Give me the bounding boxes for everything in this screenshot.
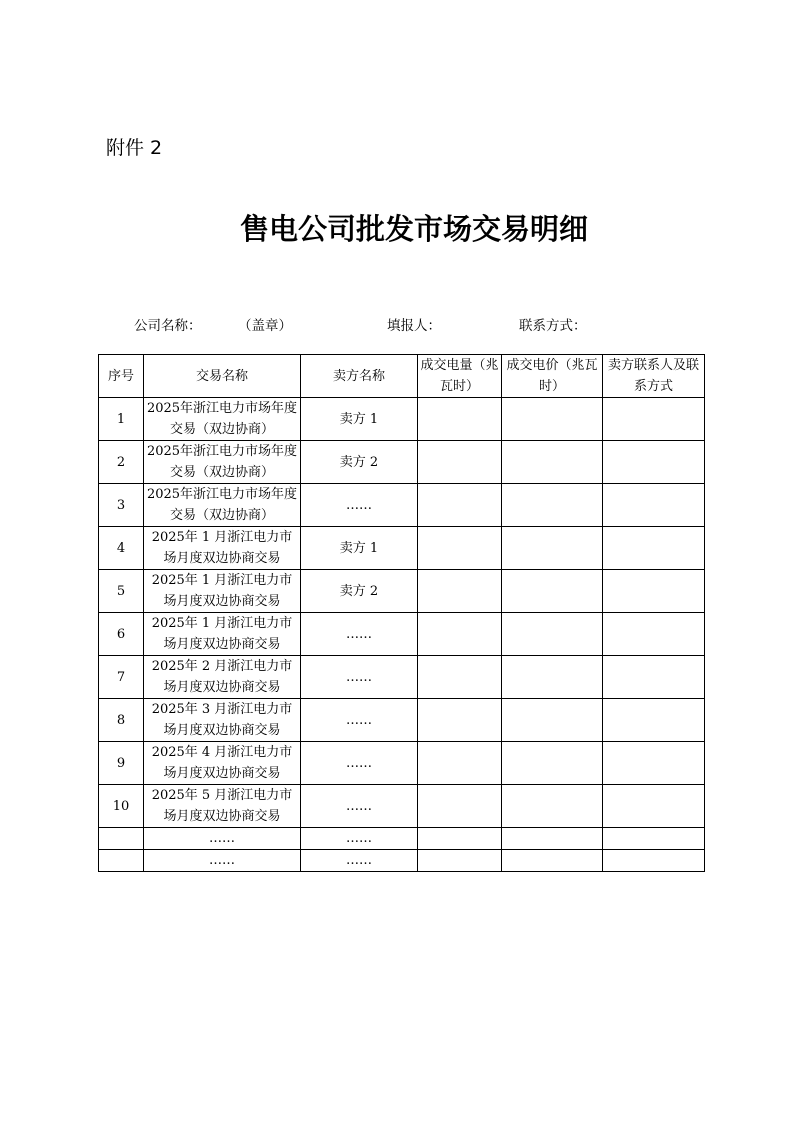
header-no: 序号	[99, 355, 144, 398]
row-seller-contact	[603, 398, 705, 441]
contact-label: 联系方式：	[519, 318, 587, 334]
table-row	[99, 398, 705, 441]
row-price	[502, 742, 603, 785]
row-seller-contact	[603, 570, 705, 613]
row-trade-name: 2025年 3 月浙江电力市场月度双边协商交易	[144, 699, 301, 742]
row-trade-name: ……	[144, 850, 301, 872]
row-seller-name: ……	[301, 828, 418, 850]
row-no: 3	[99, 484, 144, 527]
row-price	[502, 484, 603, 527]
row-seller-contact	[603, 785, 705, 828]
row-no: 8	[99, 699, 144, 742]
row-seller-name: 卖方 1	[301, 398, 418, 441]
row-volume	[418, 742, 502, 785]
row-seller-contact	[603, 850, 705, 872]
table-row	[99, 441, 705, 484]
row-no: 9	[99, 742, 144, 785]
header-volume: 成交电量（兆瓦时）	[418, 355, 502, 398]
row-seller-name: ……	[301, 484, 418, 527]
row-trade-name: 2025年 5 月浙江电力市场月度双边协商交易	[144, 785, 301, 828]
table-row	[99, 484, 705, 527]
row-seller-contact	[603, 613, 705, 656]
row-trade-name: 2025年浙江电力市场年度交易（双边协商）	[144, 484, 301, 527]
row-no: 7	[99, 656, 144, 699]
row-seller-contact	[603, 742, 705, 785]
row-seller-name: ……	[301, 742, 418, 785]
row-volume	[418, 570, 502, 613]
row-price	[502, 699, 603, 742]
row-price	[502, 613, 603, 656]
row-volume	[418, 699, 502, 742]
row-seller-contact	[603, 441, 705, 484]
row-volume	[418, 785, 502, 828]
row-seller-name: 卖方 2	[301, 441, 418, 484]
row-volume	[418, 656, 502, 699]
row-trade-name: 2025年 1 月浙江电力市场月度双边协商交易	[144, 570, 301, 613]
table-row	[99, 613, 705, 656]
row-price	[502, 398, 603, 441]
header-price: 成交电价（兆瓦时）	[502, 355, 603, 398]
row-seller-name: ……	[301, 785, 418, 828]
row-volume	[418, 828, 502, 850]
row-price	[502, 656, 603, 699]
row-seller-contact	[603, 527, 705, 570]
row-price	[502, 570, 603, 613]
attachment-label: 附件 2	[106, 137, 163, 159]
row-seller-name: ……	[301, 699, 418, 742]
filler-label: 填报人：	[387, 318, 441, 334]
header-seller-name: 卖方名称	[301, 355, 418, 398]
row-volume	[418, 441, 502, 484]
row-trade-name: 2025年 2 月浙江电力市场月度双边协商交易	[144, 656, 301, 699]
table-header-row	[99, 355, 705, 398]
table-row	[99, 570, 705, 613]
row-volume	[418, 398, 502, 441]
row-seller-contact	[603, 828, 705, 850]
row-price	[502, 527, 603, 570]
row-price	[502, 850, 603, 872]
table-row	[99, 785, 705, 828]
seal-label: （盖章）	[238, 318, 292, 334]
row-no: 5	[99, 570, 144, 613]
transaction-table	[98, 354, 705, 872]
row-no: 4	[99, 527, 144, 570]
header-trade-name: 交易名称	[144, 355, 301, 398]
row-price	[502, 441, 603, 484]
row-no: 6	[99, 613, 144, 656]
table-row	[99, 828, 705, 850]
company-name-label: 公司名称：	[134, 318, 202, 334]
table-row	[99, 656, 705, 699]
page-title: 售电公司批发市场交易明细	[239, 212, 588, 246]
row-trade-name: 2025年浙江电力市场年度交易（双边协商）	[144, 441, 301, 484]
row-volume	[418, 484, 502, 527]
row-no	[99, 850, 144, 872]
row-trade-name: 2025年 1 月浙江电力市场月度双边协商交易	[144, 527, 301, 570]
row-seller-name: 卖方 2	[301, 570, 418, 613]
row-price	[502, 828, 603, 850]
row-no	[99, 828, 144, 850]
table-row	[99, 699, 705, 742]
row-seller-contact	[603, 656, 705, 699]
row-seller-contact	[603, 484, 705, 527]
row-seller-contact	[603, 699, 705, 742]
row-volume	[418, 527, 502, 570]
table-row	[99, 850, 705, 872]
row-trade-name: 2025年 1 月浙江电力市场月度双边协商交易	[144, 613, 301, 656]
row-seller-name: 卖方 1	[301, 527, 418, 570]
row-no: 1	[99, 398, 144, 441]
row-trade-name: 2025年 4 月浙江电力市场月度双边协商交易	[144, 742, 301, 785]
row-seller-name: ……	[301, 613, 418, 656]
table-row	[99, 742, 705, 785]
row-price	[502, 785, 603, 828]
row-seller-name: ……	[301, 656, 418, 699]
table-row	[99, 527, 705, 570]
header-seller-contact: 卖方联系人及联系方式	[603, 355, 705, 398]
row-no: 10	[99, 785, 144, 828]
row-no: 2	[99, 441, 144, 484]
row-volume	[418, 613, 502, 656]
row-trade-name: ……	[144, 828, 301, 850]
row-volume	[418, 850, 502, 872]
row-trade-name: 2025年浙江电力市场年度交易（双边协商）	[144, 398, 301, 441]
row-seller-name: ……	[301, 850, 418, 872]
